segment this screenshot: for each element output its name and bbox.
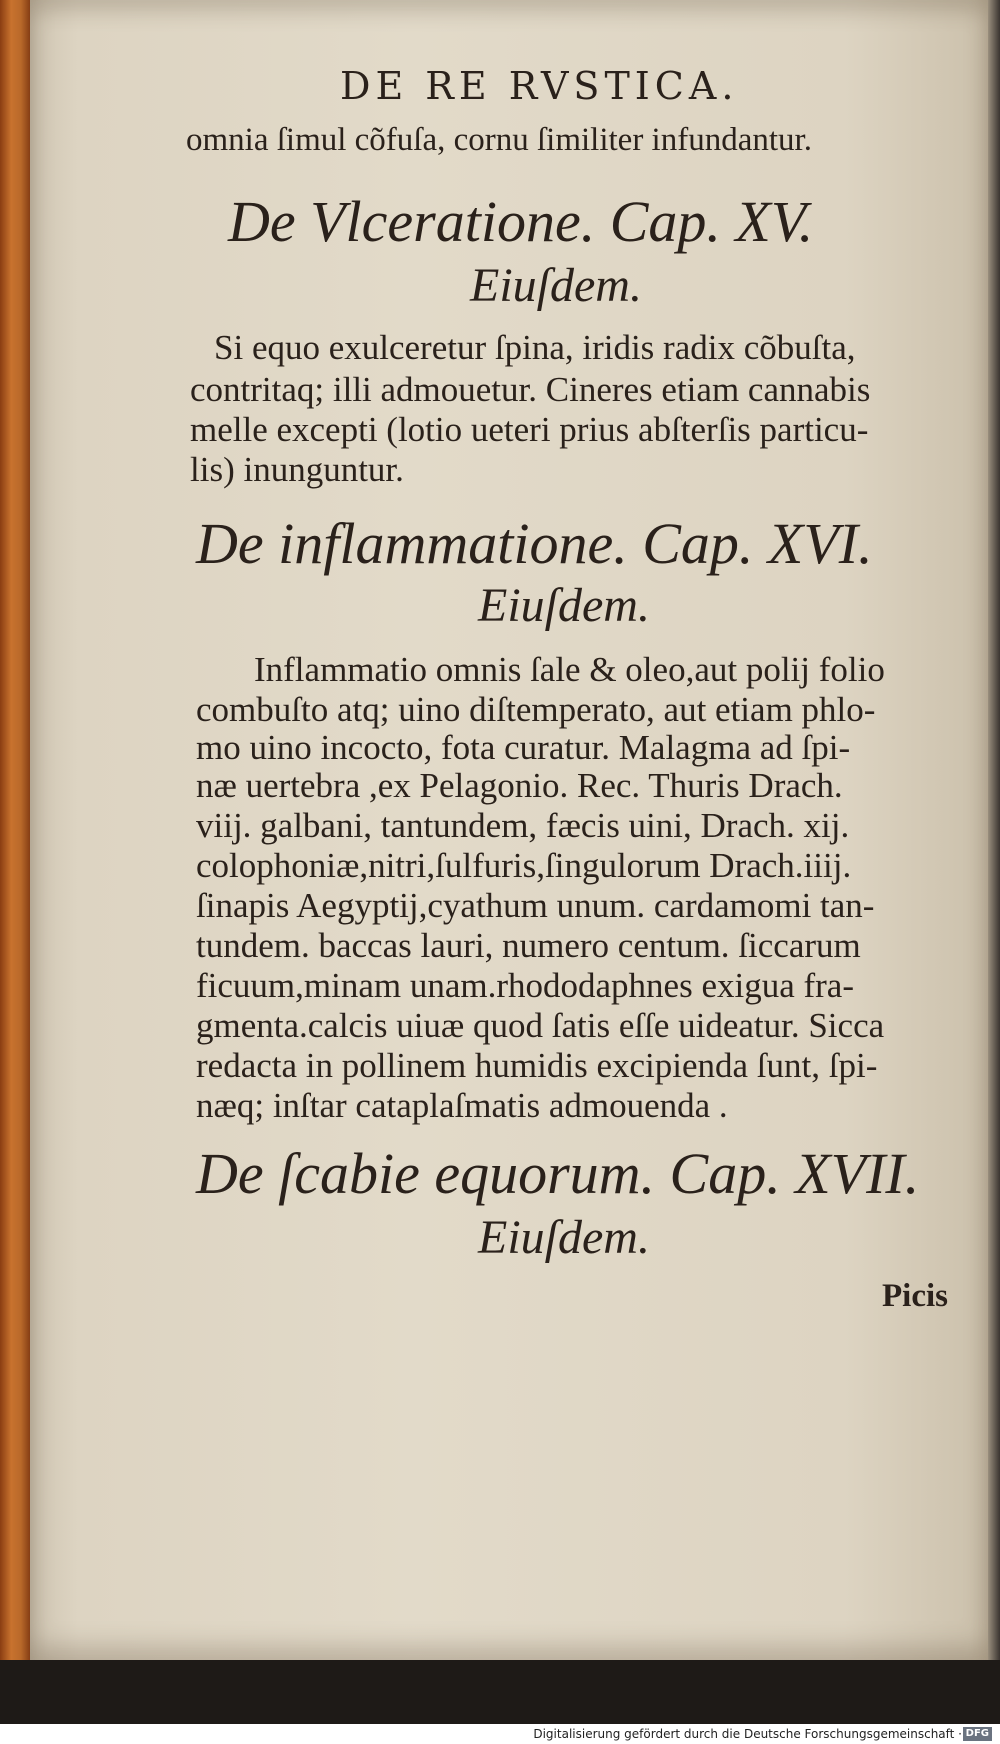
page-shadow-edge <box>988 0 1000 1660</box>
text-line: ficuum,minam unam.rhododaphnes exigua fra- <box>196 966 854 1005</box>
text-line: mo uino incocto, fota curatur. Malagma ad ſpi- <box>196 728 851 767</box>
chapter-heading: De inflammatione. Cap. XVI. <box>196 511 873 576</box>
text-line: tundem. baccas lauri, numero centum. ſiccarum <box>196 926 861 965</box>
text-line: ſinapis Aegyptij,cyathum unum. cardamomi tan- <box>196 886 875 925</box>
running-head: DE RE RVSTICA. <box>340 64 739 108</box>
chapter-heading: De ſcabie equorum. Cap. XVII. <box>196 1141 920 1206</box>
text-line: melle excepti (lotio ueteri prius abſterſis particu- <box>190 410 869 449</box>
opening-line: omnia ſimul cõfuſa, cornu ſimiliter infundantur. <box>186 122 812 158</box>
funding-credit: Digitalisierung gefördert durch die Deutsche Forschungsgemeinschaft · <box>533 1727 962 1741</box>
text-line: Si equo exulceretur ſpina, iridis radix cõbuſta, <box>214 328 856 367</box>
text-line: lis) inunguntur. <box>190 450 404 489</box>
book-edge <box>0 0 32 1660</box>
chapter-author: Eiuſdem. <box>470 259 642 312</box>
text-line: næq; inſtar cataplaſmatis admouenda . <box>196 1086 728 1125</box>
text-line: gmenta.calcis uiuæ quod ſatis eſſe uideatur. Sicca <box>196 1006 885 1045</box>
text-line: combuſto atq; uino diſtemperato, aut etiam phlo- <box>196 690 876 729</box>
chapter-heading: De Vlceratione. Cap. XV. <box>228 189 814 254</box>
chapter-author: Eiuſdem. <box>478 1211 650 1264</box>
text-line: contritaq; illi admouetur. Cineres etiam cannabis <box>190 370 871 409</box>
text-line: viij. galbani, tantundem, fæcis uini, Drach. xij. <box>196 806 850 845</box>
text-line: Inflammatio omnis ſale & oleo,aut polij folio <box>254 650 885 689</box>
chapter-author: Eiuſdem. <box>478 579 650 632</box>
text-line: næ uertebra ,ex Pelagonio. Rec. Thuris Drach. <box>196 766 843 805</box>
text-line: colophoniæ,nitri,ſulfuris,ſingulorum Drach.iiij. <box>196 846 852 885</box>
catchword: Picis <box>882 1278 948 1314</box>
dfg-logo: DFG <box>963 1727 992 1741</box>
text-line: redacta in pollinem humidis excipienda ſunt, ſpi- <box>196 1046 878 1085</box>
